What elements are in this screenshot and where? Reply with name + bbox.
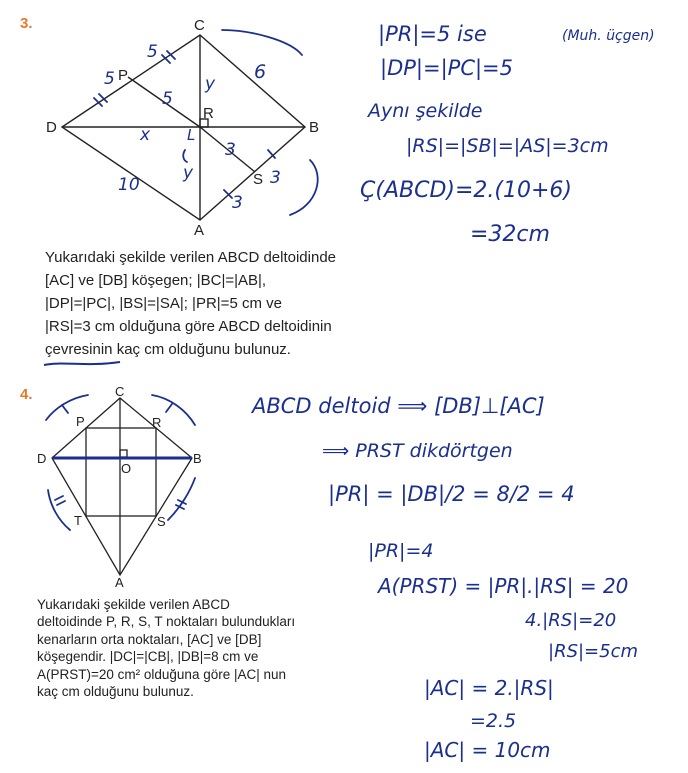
p4-label-B: B xyxy=(193,451,202,466)
problem-4-figure xyxy=(30,383,220,588)
p4-line-5: A(PRST)=20 cm² olduğuna göre |AC| nun xyxy=(37,666,287,682)
p3-line-1: Yukarıdaki şekilde verilen ABCD deltoidinde xyxy=(45,249,336,266)
p3-mark-rs2: 3 xyxy=(270,168,281,188)
p3-line-2: [AC] ve [DB] köşegen; |BC|=|AB|, xyxy=(45,272,267,289)
p3-line-3: |DP|=|PC|, |BS|=|SA|; |PR|=5 cm ve xyxy=(45,295,282,312)
p3-hw-7: =32cm xyxy=(470,222,550,247)
p3-label-S: S xyxy=(253,171,264,188)
p3-hw-4: Aynı şekilde xyxy=(368,100,483,122)
p3-line-5: çevresinin kaç cm olduğunu bulunuz. xyxy=(45,341,291,358)
p4-label-S: S xyxy=(157,514,166,529)
p4-label-A: A xyxy=(115,575,124,588)
p4-hw-6: 4.|RS|=20 xyxy=(525,610,617,631)
p4-hw-5: A(PRST) = |PR|.|RS| = 20 xyxy=(378,574,629,598)
p3-label-D: D xyxy=(46,119,57,136)
p3-mark-sa: 3 xyxy=(232,193,243,213)
p4-line-3: kenarların orta noktaları, [AC] ve [DB] xyxy=(37,631,262,647)
p3-mark-rs1: 3 xyxy=(225,140,236,160)
p4-label-C: C xyxy=(115,384,125,399)
p3-label-B: B xyxy=(309,119,320,136)
p3-label-R: R xyxy=(203,105,214,122)
p3-mark-ir: L xyxy=(187,126,196,144)
p3-mark-cb: 6 xyxy=(254,61,267,83)
p4-label-D: D xyxy=(37,451,47,466)
p3-underline-mark xyxy=(42,358,122,370)
p4-label-T: T xyxy=(74,513,82,528)
problem-3-text xyxy=(45,246,455,361)
p3-mark-da: 10 xyxy=(118,175,140,195)
p4-hw-10: |AC| = 10cm xyxy=(424,738,551,762)
p4-hw-7: |RS|=5cm xyxy=(548,641,639,662)
p3-hw-5: |RS|=|SB|=|AS|=3cm xyxy=(406,135,609,157)
problem-4-text xyxy=(37,596,367,700)
p3-label-P: P xyxy=(118,67,129,84)
p4-hw-8: |AC| = 2.|RS| xyxy=(424,676,554,700)
p3-hw-1: |PR|=5 ise xyxy=(378,22,487,46)
p3-line-4: |RS|=3 cm olduğuna göre ABCD deltoidinin xyxy=(45,318,332,335)
p4-line-2: deltoidinde P, R, S, T noktaları bulundukları xyxy=(37,614,296,630)
p3-mark-cp: 5 xyxy=(147,42,158,62)
p3-hw-2: (Muh. üçgen) xyxy=(562,28,655,44)
p4-line-6: kaç cm olduğunu bulunuz. xyxy=(37,684,194,700)
p3-hw-3: |DP|=|PC|=5 xyxy=(380,56,514,80)
p4-hw-4: |PR|=4 xyxy=(368,540,434,562)
p4-hw-3: |PR| = |DB|/2 = 8/2 = 4 xyxy=(328,482,575,506)
p3-mark-pr: 5 xyxy=(162,89,173,109)
p4-hw-1: ABCD deltoid ⟹ [DB]⊥[AC] xyxy=(252,394,545,418)
p3-label-A: A xyxy=(194,222,205,239)
p3-mark-ra: y xyxy=(183,163,194,183)
p4-label-R: R xyxy=(152,415,162,430)
p4-label-P: P xyxy=(76,414,85,429)
problem-3-number: 3. xyxy=(20,15,33,32)
p3-mark-dr: x xyxy=(140,125,151,145)
p4-hw-9: =2.5 xyxy=(470,710,517,732)
p4-label-O: O xyxy=(121,461,132,476)
p3-hw-6: Ç(ABCD)=2.(10+6) xyxy=(360,178,572,203)
p3-mark-ry: y xyxy=(205,74,216,94)
problem-4-number: 4. xyxy=(20,386,33,403)
problem-3-figure xyxy=(40,10,340,245)
p4-line-4: köşegendir. |DC|=|CB|, |DB|=8 cm ve xyxy=(37,649,259,665)
p4-hw-2: ⟹ PRST dikdörtgen xyxy=(322,440,513,462)
p4-line-1: Yukarıdaki şekilde verilen ABCD xyxy=(37,597,230,612)
p3-label-C: C xyxy=(194,17,205,34)
p3-mark-dp: 5 xyxy=(104,69,115,89)
